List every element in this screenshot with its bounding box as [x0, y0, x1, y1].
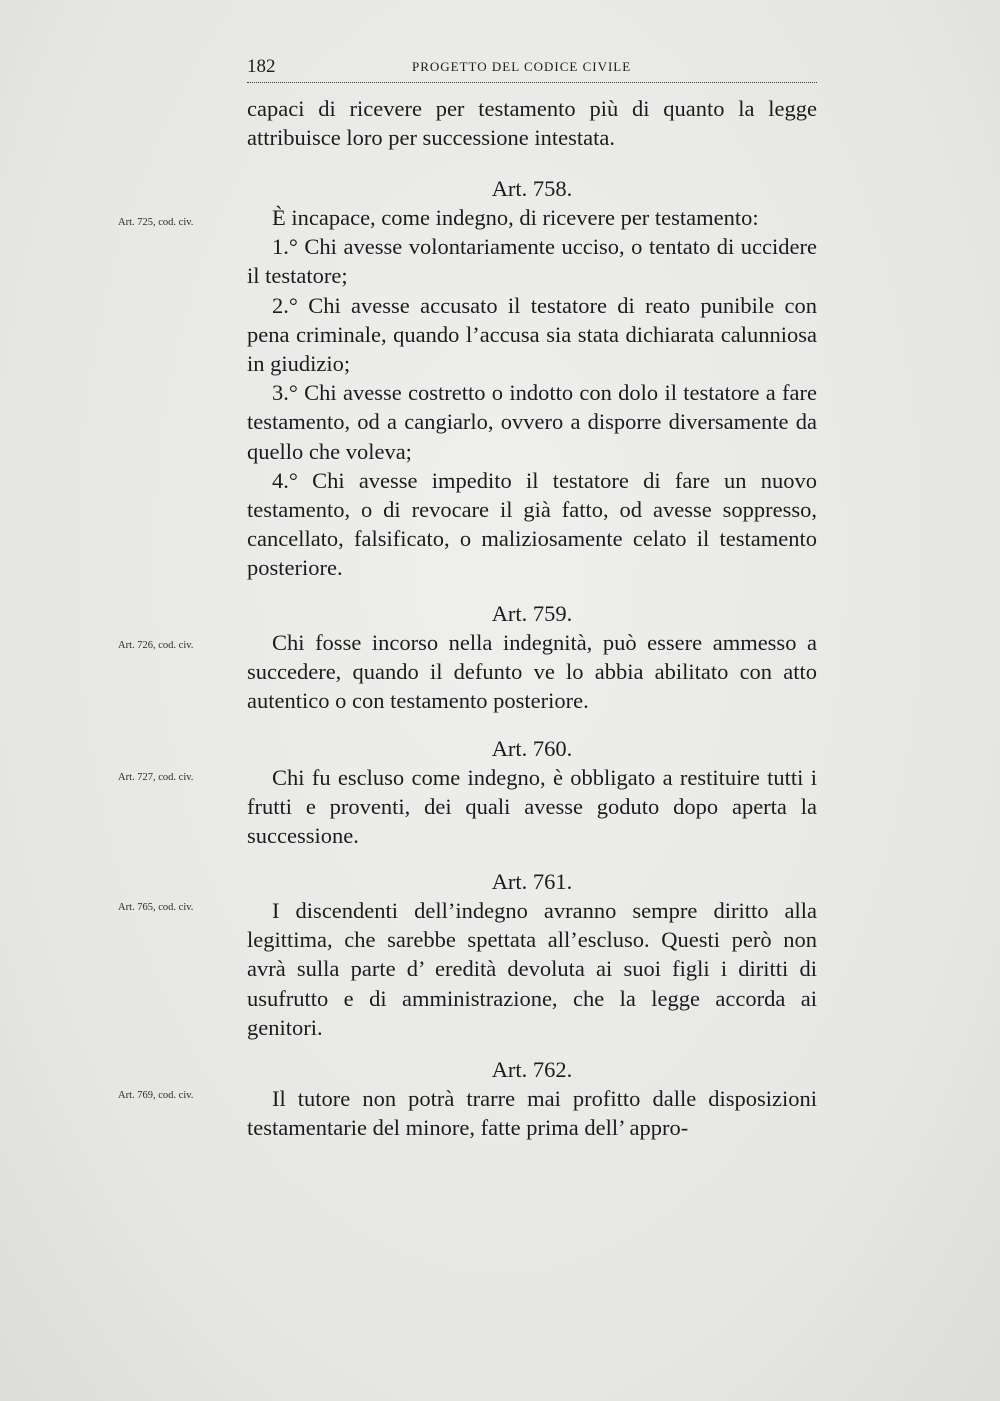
- article-761: [247, 867, 817, 1042]
- running-title: PROGETTO DEL CODICE CIVILE: [412, 59, 632, 74]
- article-title: Art. 761.: [491, 869, 573, 894]
- page-header: [247, 56, 817, 83]
- article-paragraph: 4.° Chi avesse impedito il testatore di fare un nuovo testamento, o di revocare il già fatto, od avesse soppresso, cancellato, falsificato, o maliziosamente celato il testamento posteriore.: [247, 467, 817, 581]
- intro-text: capaci di ricevere per testamento più di quanto la legge attribuisce loro per successione intestata.: [247, 96, 817, 151]
- margin-note-art-760: Art. 727, cod. civ.: [118, 772, 194, 783]
- article-title: Art. 762.: [491, 1057, 573, 1082]
- article-paragraph: Il tutore non potrà trarre mai profitto dalle disposizioni testamentarie del minore, fatte prima dell’ appro-: [247, 1086, 817, 1141]
- margin-note-art-761: Art. 765, cod. civ.: [118, 902, 194, 913]
- article-paragraph: 2.° Chi avesse accusato il testatore di reato punibile con pena criminale, quando l’accusa sia stata dichiarata calunniosa in giudizio;: [247, 292, 817, 377]
- article-paragraph: 3.° Chi avesse costretto o indotto con dolo il testatore a fare testamento, od a cangiarlo, ovvero a disporre diversamente da quello che voleva;: [247, 380, 817, 464]
- article-title: Art. 760.: [491, 736, 573, 761]
- article-paragraph: I discendenti dell’indegno avranno sempre diritto alla legittima, che sarebbe spettata all’escluso. Questi però non avrà sulla parte d’ eredità devoluta ai suoi figli i diritti di usufrutto e di amministrazione, che la legge accorda ai genitori.: [247, 898, 817, 1040]
- margin-note-art-759: Art. 726, cod. civ.: [118, 640, 194, 651]
- margin-note-art-758: Art. 725, cod. civ.: [118, 217, 194, 228]
- article-762: [247, 1055, 817, 1142]
- article-760: [247, 734, 817, 851]
- article-title: Art. 759.: [491, 601, 573, 626]
- article-title: Art. 758.: [491, 176, 573, 201]
- intro-paragraph: [247, 94, 817, 152]
- page-number: 182: [247, 56, 276, 77]
- article-paragraph: Chi fosse incorso nella indegnità, può essere ammesso a succedere, quando il defunto ve lo abbia abilitato con atto autentico o con testamento posteriore.: [247, 630, 817, 714]
- article-758: [247, 174, 817, 583]
- article-759: [247, 599, 817, 716]
- article-paragraph: 1.° Chi avesse volontariamente ucciso, o tentato di uccidere il testatore;: [247, 234, 817, 289]
- article-paragraph: Chi fu escluso come indegno, è obbligato a restituire tutti i frutti e proventi, dei quali avesse goduto dopo aperta la successione.: [247, 765, 817, 849]
- margin-note-art-762: Art. 769, cod. civ.: [118, 1090, 194, 1101]
- article-paragraph: È incapace, come indegno, di ricevere per testamento:: [272, 205, 759, 230]
